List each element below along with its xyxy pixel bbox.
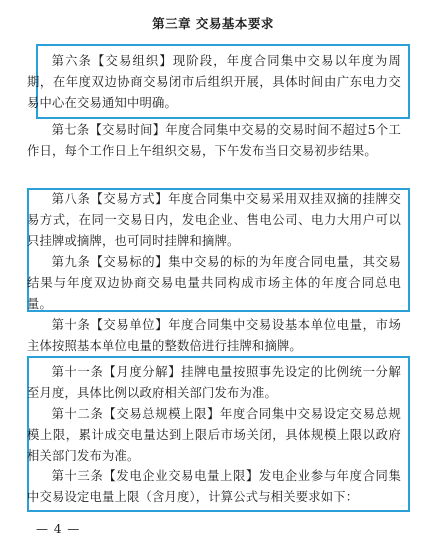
chapter-title: 第三章 交易基本要求 xyxy=(152,16,274,31)
article-11: 第十一条【月度分解】挂牌电量按照事先设定的比例统一分解至月度，具体比例以政府相关部门发布为准。 xyxy=(27,365,401,400)
article-12: 第十二条【交易总规模上限】年度合同集中交易设定交易总规模上限，累计成交电量达到上限后市场关闭，具体规模上限以政府相关部门发布为准。 xyxy=(27,407,401,463)
article-13: 第十三条【发电企业交易电量上限】发电企业参与年度合同集中交易设定电量上限（含月度），计算公式与相关要求如下： xyxy=(27,469,401,504)
article-7: 第七条【交易时间】年度合同集中交易的交易时间不超过5个工作日，每个工作日上午组织交易，下午发布当日交易初步结果。 xyxy=(27,123,401,158)
article-9: 第九条【交易标的】集中交易的标的为年度合同电量，其交易结果与年度双边协商交易电量共同构成市场主体的年度合同总电量。 xyxy=(27,255,401,311)
page-number: — 4 — xyxy=(36,522,81,536)
article-8: 第八条【交易方式】年度合同集中交易采用双挂双摘的挂牌交易方式，在同一交易日内，发电企业、售电公司、电力大用户可以只挂牌或摘牌，也可同时挂牌和摘牌。 xyxy=(27,192,401,248)
article-10: 第十条【交易单位】年度合同集中交易设基本单位电量，市场主体按照基本单位电量的整数倍进行挂牌和摘牌。 xyxy=(27,318,401,353)
article-6: 第六条【交易组织】现阶段，年度合同集中交易以年度为周期，在年度双边协商交易闭市后组织开展，具体时间由广东电力交易中心在交易通知中明确。 xyxy=(27,54,401,110)
